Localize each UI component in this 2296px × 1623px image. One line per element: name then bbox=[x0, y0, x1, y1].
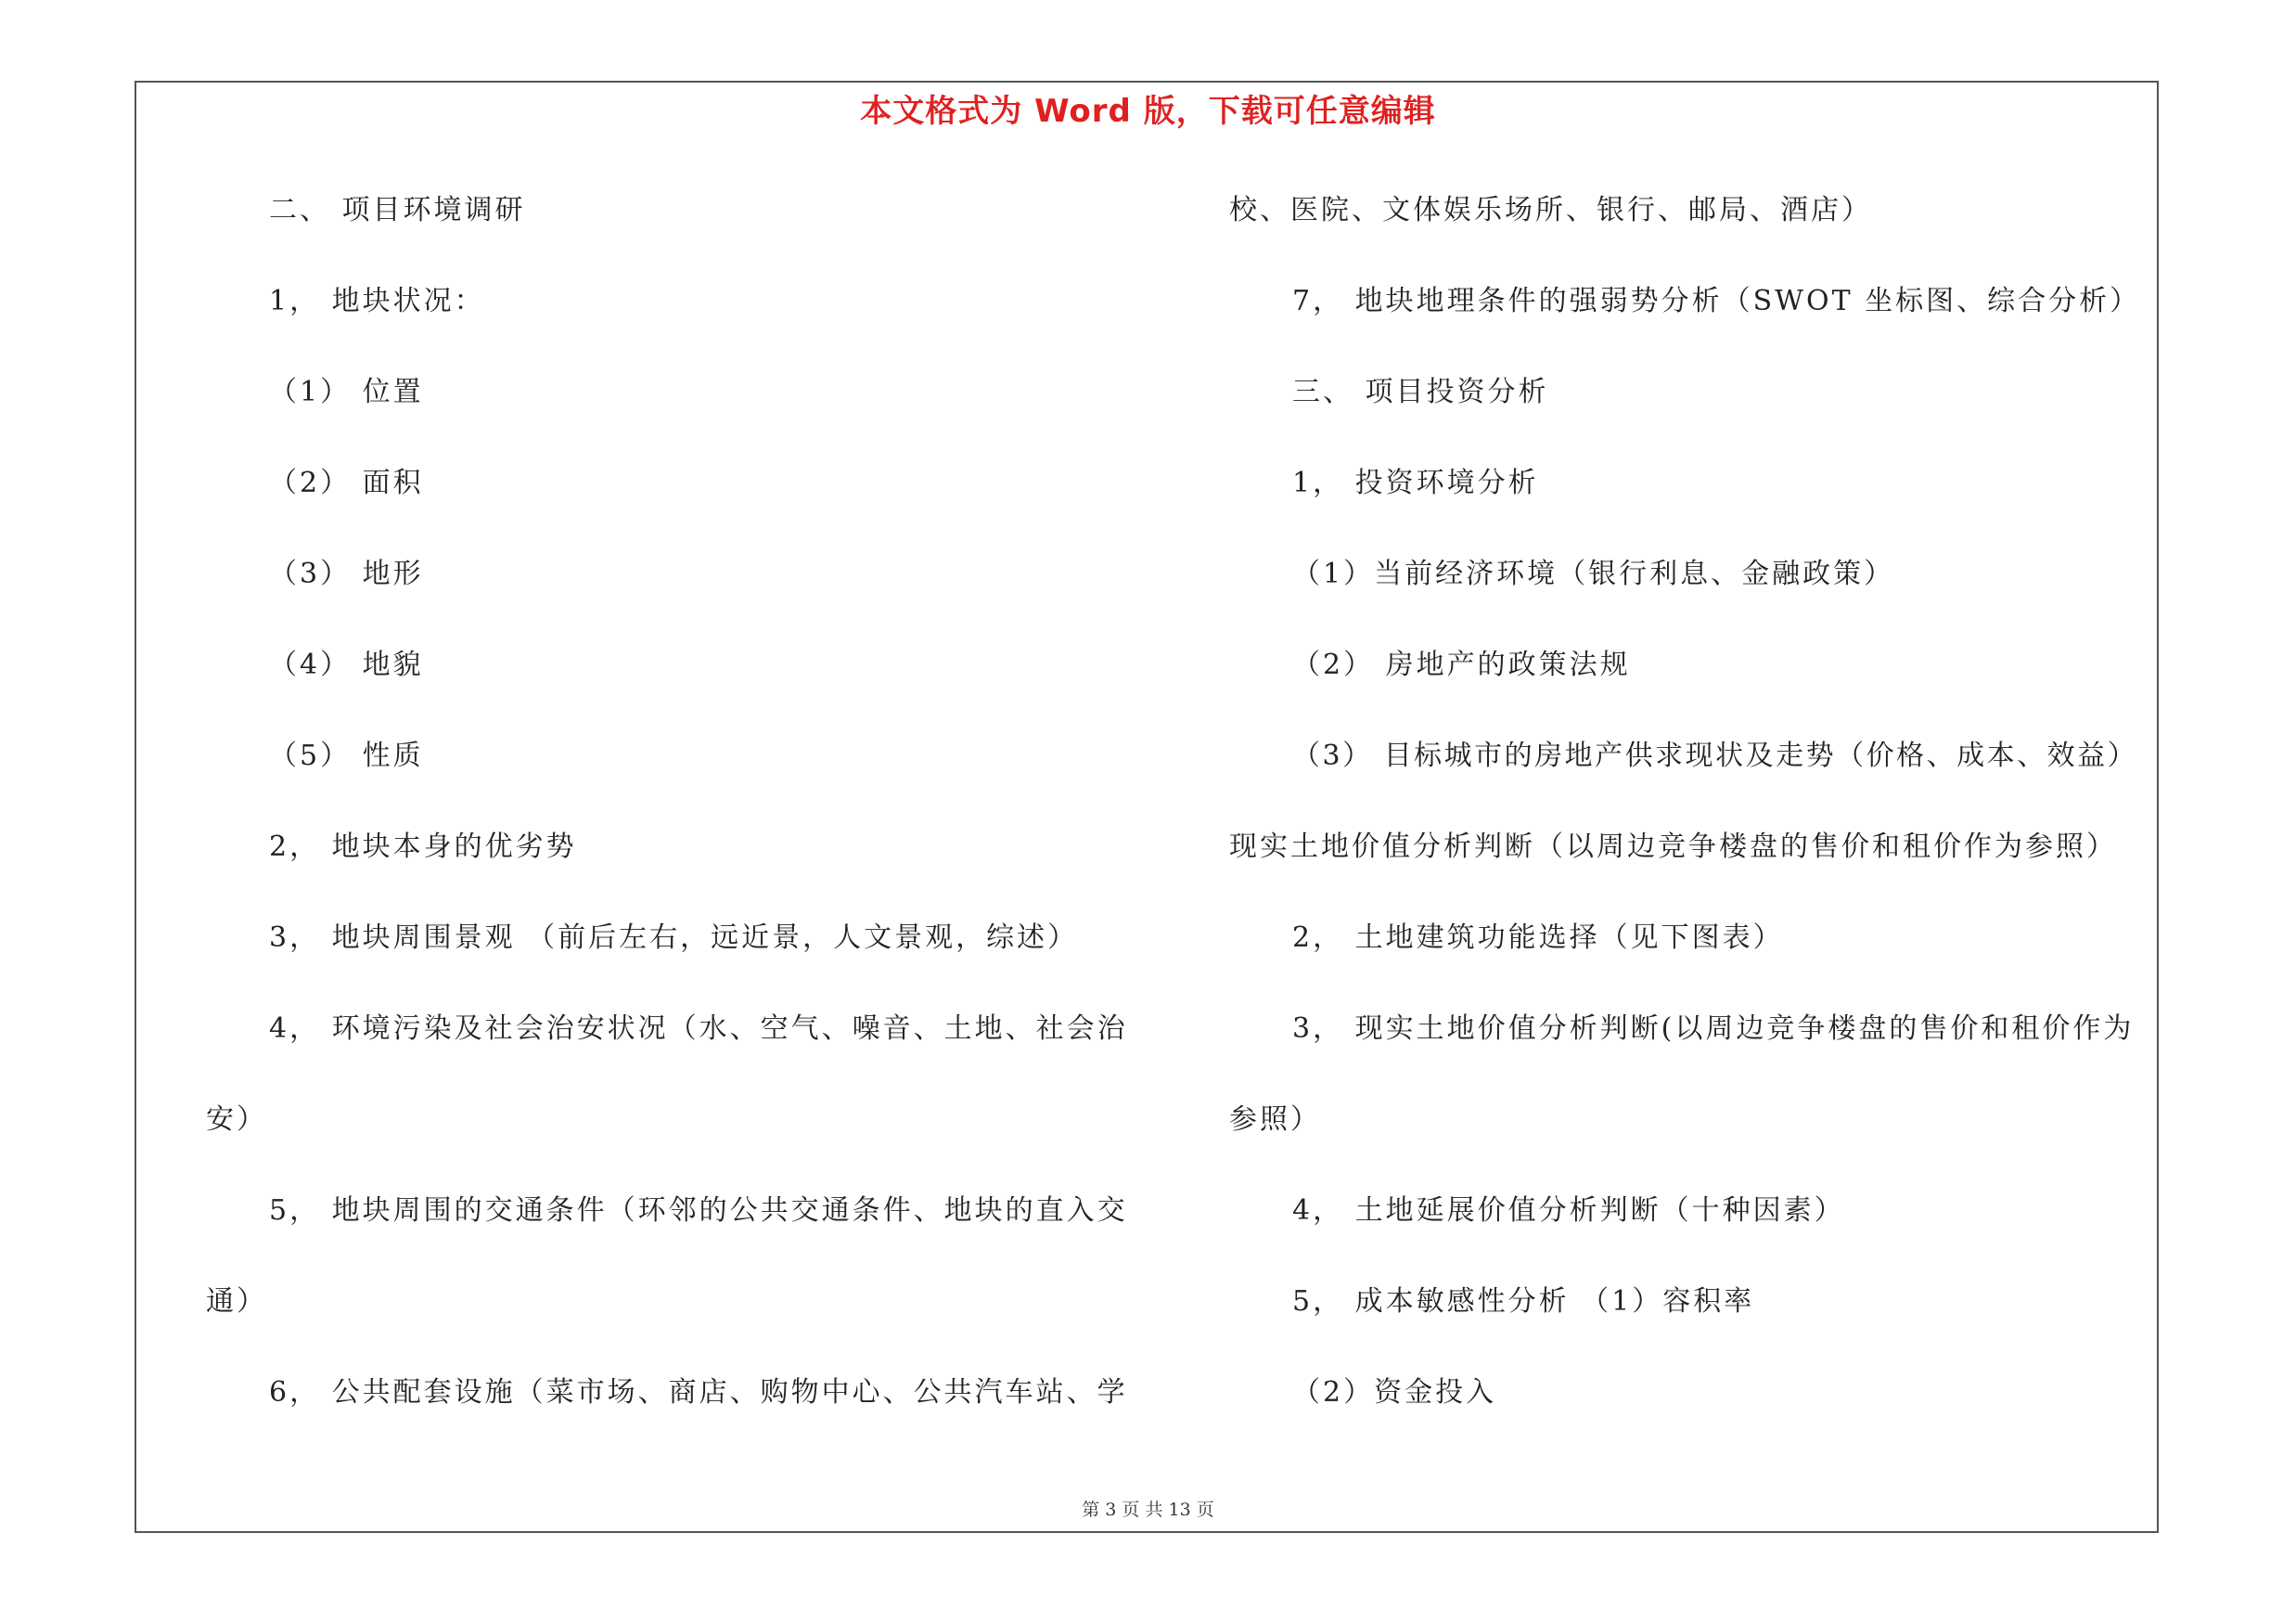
left-line-2: 1， 地块状况： bbox=[269, 285, 485, 317]
left-line-12: 5， 地块周围的交通条件（环邻的公共交通条件、地块的直入交 bbox=[269, 1194, 1128, 1227]
right-line-10: 3， 现实土地价值分析判断(以周边竞争楼盘的售价和租价作为 bbox=[1292, 1012, 2135, 1045]
left-line-13: 通） bbox=[206, 1285, 267, 1318]
right-line-9: 2， 土地建筑功能选择（见下图表） bbox=[1292, 921, 1784, 954]
left-line-3: （1） 位置 bbox=[269, 376, 424, 408]
right-line-11: 参照） bbox=[1229, 1103, 1321, 1136]
editable-word-banner: 本文格式为 Word 版，下载可任意编辑 bbox=[860, 93, 1436, 130]
right-line-7: （3） 目标城市的房地产供求现状及走势（价格、成本、效益） bbox=[1292, 740, 2138, 772]
left-line-9: 3， 地块周围景观 （前后左右，远近景，人文景观，综述） bbox=[269, 921, 1079, 954]
page-number-footer: 第 3 页 共 13 页 bbox=[1082, 1500, 1214, 1520]
right-line-12: 4， 土地延展价值分析判断（十种因素） bbox=[1292, 1194, 1845, 1227]
right-line-3: 三、 项目投资分析 bbox=[1292, 376, 1549, 408]
left-line-14: 6， 公共配套设施（菜市场、商店、购物中心、公共汽车站、学 bbox=[269, 1376, 1128, 1409]
right-line-5: （1）当前经济环境（银行利息、金融政策） bbox=[1292, 558, 1895, 590]
left-line-11: 安） bbox=[206, 1103, 267, 1136]
left-line-5: （3） 地形 bbox=[269, 558, 424, 590]
left-line-4: （2） 面积 bbox=[269, 467, 424, 499]
right-line-2: 7， 地块地理条件的强弱势分析（SWOT 坐标图、综合分析） bbox=[1292, 285, 2141, 317]
left-line-1: 二、 项目环境调研 bbox=[269, 194, 526, 226]
left-line-6: （4） 地貌 bbox=[269, 649, 424, 681]
right-line-14: （2）资金投入 bbox=[1292, 1376, 1497, 1409]
right-line-4: 1， 投资环境分析 bbox=[1292, 467, 1539, 499]
left-line-7: （5） 性质 bbox=[269, 740, 424, 772]
right-line-1: 校、医院、文体娱乐场所、银行、邮局、酒店） bbox=[1229, 194, 1872, 226]
left-line-10: 4， 环境污染及社会治安状况（水、空气、噪音、土地、社会治 bbox=[269, 1012, 1128, 1045]
right-line-6: （2） 房地产的政策法规 bbox=[1292, 649, 1631, 681]
right-line-13: 5， 成本敏感性分析 （1）容积率 bbox=[1292, 1285, 1755, 1318]
left-line-8: 2， 地块本身的优劣势 bbox=[269, 831, 577, 863]
right-line-8: 现实土地价值分析判断（以周边竞争楼盘的售价和租价作为参照） bbox=[1229, 831, 2117, 863]
